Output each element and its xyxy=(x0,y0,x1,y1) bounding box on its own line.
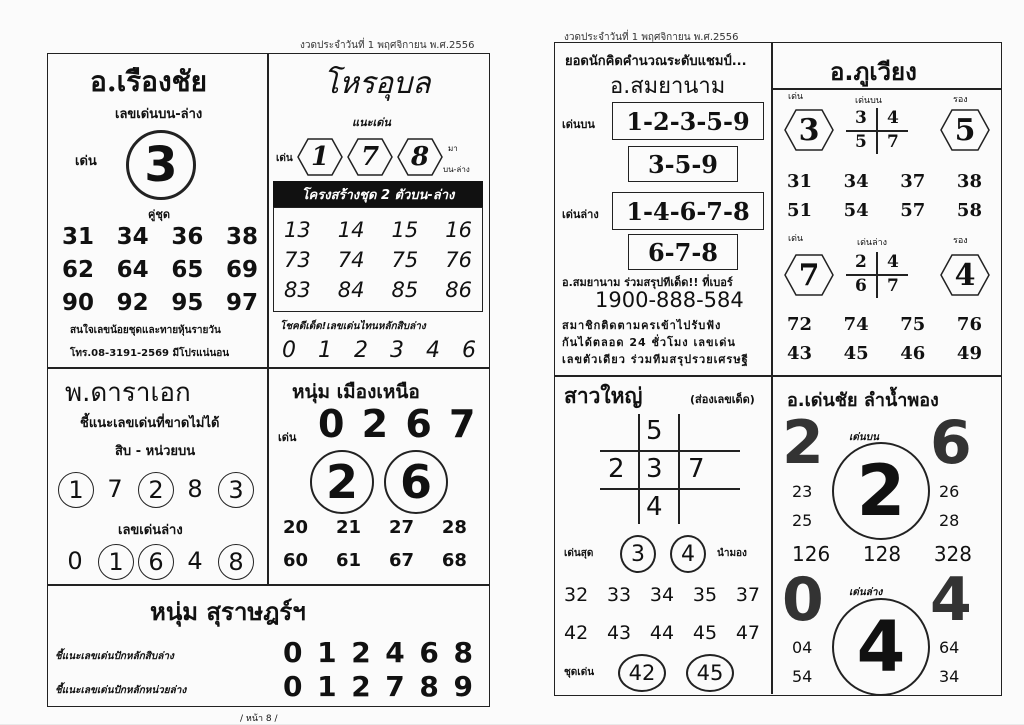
pair-number: 38 xyxy=(225,224,258,250)
samyanam-headline: ยอดนักคิดคำนวณระดับแชมป์... xyxy=(565,54,747,69)
circled-digit: 3 xyxy=(218,472,254,508)
num-mueang-nuea-row-2 xyxy=(283,550,467,571)
pair-number: 13 xyxy=(284,218,311,242)
norauban-banner: โครงสร้างชุด 2 ตัวบน-ล่าง xyxy=(273,181,483,207)
digit: 6 xyxy=(419,636,439,669)
num-mueang-nuea-circle-b: 6 xyxy=(384,450,448,514)
den-chai-lower-center: 4 xyxy=(832,598,930,696)
norauban-lucky-digits xyxy=(282,338,476,363)
digit: 3 xyxy=(390,338,404,363)
phu-wiang-lower-row-1 xyxy=(787,314,982,335)
num-surat-line2-label: ชี้แนะเลขเด่นปักหลักหน่วยล่าง xyxy=(55,685,187,696)
digit: 0 xyxy=(67,547,83,575)
sao-yai-chut-2: 45 xyxy=(686,654,734,692)
pair-number: 34 xyxy=(843,171,869,192)
pair-number: 42 xyxy=(564,622,589,644)
grid-digit: 4 xyxy=(887,252,899,272)
den-chai-lower-side-left-2: 54 xyxy=(792,667,813,686)
pair-number: 34 xyxy=(649,584,675,606)
norauban-grid-row-2 xyxy=(284,248,472,272)
ruang-chai-row-2 xyxy=(62,257,258,283)
pair-number: 44 xyxy=(649,622,675,644)
pair-number: 95 xyxy=(171,290,204,316)
dara-ek-sub2: สิบ - หน่วยบน xyxy=(115,444,196,459)
pair-number: 33 xyxy=(606,584,632,606)
pair-number: 68 xyxy=(441,550,467,571)
num-surat-line1-digits xyxy=(283,636,473,669)
norauban-grid-row-3 xyxy=(284,278,472,302)
norauban-subtitle: แนะเด่น xyxy=(352,116,391,129)
pair-number: 57 xyxy=(900,200,926,221)
grid-digit: 7 xyxy=(887,132,899,152)
cross-digit: 4 xyxy=(646,492,663,522)
ruang-chai-row-3 xyxy=(62,290,258,316)
phu-wiang-den-label: เด่น xyxy=(788,92,804,102)
ruang-chai-note: สนใจเลขน้อยชุดและทายหุ้นรายวัน xyxy=(70,325,221,336)
grid-digit: 3 xyxy=(855,108,867,128)
samyanam-lower-sub: 6-7-8 xyxy=(628,234,738,270)
num-mueang-nuea-row-1 xyxy=(283,517,467,538)
den-chai-upper-side-left-2: 25 xyxy=(792,511,813,530)
digit: 0 xyxy=(283,670,303,703)
pair-number: 72 xyxy=(787,314,813,335)
pair-number: 16 xyxy=(445,218,472,242)
samyanam-info-1: สมาชิกติดตามครเข้าไปรับฟัง xyxy=(562,319,722,332)
pair-number: 54 xyxy=(843,200,869,221)
left-page xyxy=(0,0,512,724)
grid-digit: 2 xyxy=(855,252,867,272)
num-mueang-nuea-title: หนุ่ม เมืองเหนือ xyxy=(292,381,420,403)
pair-number: 84 xyxy=(337,278,365,302)
phu-wiang-rong-label-2: รอง xyxy=(953,236,968,246)
pair-number: 75 xyxy=(391,248,419,272)
digit: 8 xyxy=(187,475,203,503)
sao-yai-cross-grid xyxy=(600,414,740,524)
samyanam-promo: อ.สมยานาม ร่วมสรุปทีเด็ด!! ที่เบอร์ xyxy=(562,276,733,289)
phu-wiang-upper-rong: 5 xyxy=(940,108,990,152)
pair-number: 74 xyxy=(337,248,365,272)
digit: 2 xyxy=(354,338,368,363)
ruang-chai-subtitle: เลขเด่นบน-ล่าง xyxy=(115,107,203,122)
den-chai-upper-side-right-1: 26 xyxy=(939,482,960,501)
phu-wiang-lower-label: เด่นล่าง xyxy=(857,238,888,248)
digit: 8 xyxy=(453,636,473,669)
digit: 1 xyxy=(317,636,337,669)
ruang-chai-phone: โทร.08-3191-2569 มีโปรแน่นอน xyxy=(70,348,230,359)
pair-number: 90 xyxy=(62,290,95,316)
sao-yai-subtitle: (ส่องเลขเด็ด) xyxy=(690,393,755,406)
digit: 0 xyxy=(283,636,303,669)
dara-ek-sub1: ชี้แนะเลขเด่นที่ขาดไม่ได้ xyxy=(80,416,220,431)
circled-digit: 6 xyxy=(138,544,174,580)
norauban-den-digit: 8 xyxy=(397,137,443,177)
left-page-header: งวดประจำวันที่ 1 พฤศจิกายน พ.ศ.2556 xyxy=(300,40,475,51)
pair-number: 60 xyxy=(283,550,309,571)
den-chai-lower-left: 0 xyxy=(782,565,824,635)
phu-wiang-den-label-2: เด่น xyxy=(788,234,804,244)
cross-digit: 3 xyxy=(646,454,663,484)
norauban-side-label-1: มา xyxy=(448,144,458,153)
pair-number: 83 xyxy=(284,278,311,302)
ruang-chai-row-1 xyxy=(62,224,258,250)
phu-wiang-lower-grid xyxy=(846,252,908,298)
pair-number: 36 xyxy=(171,224,204,250)
phu-wiang-lower-den: 7 xyxy=(784,253,834,297)
samyanam-upper-main: 1-2-3-5-9 xyxy=(612,102,764,140)
ruang-chai-title: อ.เรืองชัย xyxy=(90,65,208,98)
pair-number: 32 xyxy=(564,584,589,606)
grid-digit: 7 xyxy=(887,276,899,296)
pair-number: 85 xyxy=(391,278,419,302)
pair-number: 31 xyxy=(62,224,95,250)
circled-digit: 1 xyxy=(58,472,94,508)
sao-yai-den-sut-label: เด่นสุด xyxy=(564,548,594,559)
pair-number: 97 xyxy=(225,290,258,316)
grid-digit: 6 xyxy=(855,276,867,296)
pair-number: 45 xyxy=(843,343,869,364)
norauban-den-label: เด่น xyxy=(276,153,293,164)
digit: 8 xyxy=(419,670,439,703)
ruang-chai-khu-label: คู่ชุด xyxy=(148,208,170,221)
sao-yai-den-sut-1: 3 xyxy=(620,535,656,573)
num-surat-line2-digits xyxy=(283,670,473,703)
pair-number: 61 xyxy=(335,550,362,571)
norauban-grid-row-1 xyxy=(284,218,472,242)
ruang-chai-den-label: เด่น xyxy=(75,154,97,169)
den-chai-upper-center: 2 xyxy=(832,442,930,540)
phu-wiang-upper-label: เด่นบน xyxy=(855,96,882,106)
pair-number: 45 xyxy=(692,622,718,644)
circled-digit: 1 xyxy=(98,544,134,580)
samyanam-title: อ.สมยานาม xyxy=(610,74,726,99)
grid-digit: 5 xyxy=(855,132,867,152)
den-chai-upper-label: เด่นบน xyxy=(849,432,879,443)
pair-number: 37 xyxy=(735,584,760,606)
phu-wiang-upper-row-1 xyxy=(787,171,982,192)
den-chai-lower-side-right-2: 34 xyxy=(939,667,960,686)
pair-number: 74 xyxy=(843,314,869,335)
phu-wiang-upper-den: 3 xyxy=(784,108,834,152)
pair-number: 49 xyxy=(956,343,982,364)
triple-number: 328 xyxy=(933,542,972,566)
phu-wiang-rong-label: รอง xyxy=(953,95,968,105)
samyanam-phone: 1900-888-584 xyxy=(595,288,744,312)
den-chai-lower-side-right-1: 64 xyxy=(939,638,960,657)
phu-wiang-lower-row-2 xyxy=(787,343,982,364)
pair-number: 47 xyxy=(735,622,760,644)
pair-number: 15 xyxy=(391,218,419,242)
pair-number: 86 xyxy=(445,278,472,302)
pair-number: 58 xyxy=(956,200,982,221)
pair-number: 21 xyxy=(335,517,362,538)
digit: 4 xyxy=(385,636,405,669)
pair-number: 75 xyxy=(900,314,926,335)
digit: 7 xyxy=(107,475,123,503)
phu-wiang-upper-row-2 xyxy=(787,200,982,221)
sao-yai-row-1 xyxy=(564,584,760,606)
digit: 2 xyxy=(351,636,371,669)
right-page-header: งวดประจำวันที่ 1 พฤศจิกายน พ.ศ.2556 xyxy=(564,32,739,43)
pair-number: 31 xyxy=(787,171,813,192)
dara-ek-title: พ.ดาราเอก xyxy=(65,378,191,408)
norauban-side-label-2: บน-ล่าง xyxy=(443,165,470,174)
pair-number: 37 xyxy=(900,171,926,192)
pair-number: 76 xyxy=(956,314,982,335)
pair-number: 92 xyxy=(116,290,149,316)
cross-digit: 5 xyxy=(646,416,663,446)
circled-digit: 8 xyxy=(218,544,254,580)
num-mueang-nuea-circle-a: 2 xyxy=(310,450,374,514)
pair-number: 20 xyxy=(283,517,309,538)
pair-number: 34 xyxy=(116,224,149,250)
pair-number: 43 xyxy=(787,343,813,364)
den-chai-lower-label: เด่นล่าง xyxy=(849,587,883,598)
dara-ek-top-digits xyxy=(58,472,258,510)
den-chai-triples xyxy=(792,542,972,566)
sao-yai-nam-mong: นำมอง xyxy=(717,548,747,559)
den-chai-upper-right: 6 xyxy=(930,408,972,478)
den-chai-upper-side-left-1: 23 xyxy=(792,482,813,501)
pair-number: 43 xyxy=(606,622,632,644)
phu-wiang-lower-rong: 4 xyxy=(940,253,990,297)
circled-digit: 2 xyxy=(138,472,174,508)
pair-number: 27 xyxy=(388,517,414,538)
sao-yai-row-2 xyxy=(564,622,760,644)
dara-ek-bottom-digits xyxy=(58,544,258,582)
pair-number: 14 xyxy=(337,218,365,242)
digit: 9 xyxy=(453,670,473,703)
phu-wiang-upper-grid xyxy=(846,108,908,154)
num-surat-title: หนุ่ม สุราษฎร์ฯ xyxy=(150,597,306,626)
den-chai-lower-side-left-1: 04 xyxy=(792,638,813,657)
ruang-chai-den-number: 3 xyxy=(126,130,196,200)
pair-number: 67 xyxy=(388,550,414,571)
digit: 1 xyxy=(318,338,332,363)
pair-number: 28 xyxy=(441,517,467,538)
pair-number: 73 xyxy=(284,248,311,272)
samyanam-lower-label: เด่นล่าง xyxy=(562,208,599,221)
den-chai-upper-side-right-2: 28 xyxy=(939,511,960,530)
den-chai-title: อ.เด่นชัย ลำน้ำพอง xyxy=(787,390,939,411)
pair-number: 38 xyxy=(956,171,982,192)
digit: 1 xyxy=(317,670,337,703)
left-page-footer: / หน้า 8 / xyxy=(240,714,278,724)
pair-number: 65 xyxy=(171,257,204,283)
pair-number: 64 xyxy=(116,257,149,283)
digit: 2 xyxy=(351,670,371,703)
pair-number: 46 xyxy=(900,343,926,364)
right-page xyxy=(512,0,1024,724)
cross-digit: 7 xyxy=(688,454,705,484)
den-chai-lower-right: 4 xyxy=(930,565,972,635)
dara-ek-lower-label: เลขเด่นล่าง xyxy=(118,523,183,538)
triple-number: 128 xyxy=(862,542,902,566)
samyanam-info-3: เลขตัวเดียว ร่วมทีมสรุปรวยเศรษฐี xyxy=(562,353,749,366)
norauban-lucky-label: โชคดีเด็ด!เลขเด่นไทนหลักสิบล่าง xyxy=(280,321,426,332)
pair-number: 35 xyxy=(692,584,718,606)
sao-yai-den-sut-2: 4 xyxy=(670,535,706,573)
sao-yai-chut-1: 42 xyxy=(618,654,666,692)
num-mueang-nuea-den-label: เด่น xyxy=(278,431,297,444)
den-chai-upper-left: 2 xyxy=(782,408,824,478)
norauban-den-digit: 7 xyxy=(347,137,393,177)
samyanam-upper-sub: 3-5-9 xyxy=(628,146,738,182)
pair-number: 69 xyxy=(225,257,258,283)
pair-number: 51 xyxy=(787,200,813,221)
norauban-title: โหรอุบล xyxy=(323,66,431,101)
digit: 4 xyxy=(187,547,203,575)
pair-number: 62 xyxy=(62,257,95,283)
digit: 4 xyxy=(426,338,440,363)
norauban-den-digit: 1 xyxy=(297,137,343,177)
digit: 7 xyxy=(385,670,405,703)
pair-number: 76 xyxy=(445,248,472,272)
num-mueang-nuea-den-digits: 0 2 6 7 xyxy=(318,402,478,446)
grid-digit: 4 xyxy=(887,108,899,128)
digit: 6 xyxy=(462,338,476,363)
num-surat-line1-label: ชี้แนะเลขเด่นปักหลักสิบล่าง xyxy=(55,651,174,662)
phu-wiang-title: อ.ภูเวียง xyxy=(830,58,917,86)
samyanam-upper-label: เด่นบน xyxy=(562,118,595,131)
digit: 0 xyxy=(282,338,296,363)
triple-number: 126 xyxy=(792,542,831,566)
samyanam-info-2: กันได้ตลอด 24 ชั่วโมง เลขเด่น xyxy=(562,336,736,349)
sao-yai-title: สาวใหญ่ xyxy=(564,384,643,408)
sao-yai-chut-label: ชุดเด่น xyxy=(564,667,595,678)
samyanam-lower-main: 1-4-6-7-8 xyxy=(612,192,764,230)
cross-digit: 2 xyxy=(608,454,625,484)
